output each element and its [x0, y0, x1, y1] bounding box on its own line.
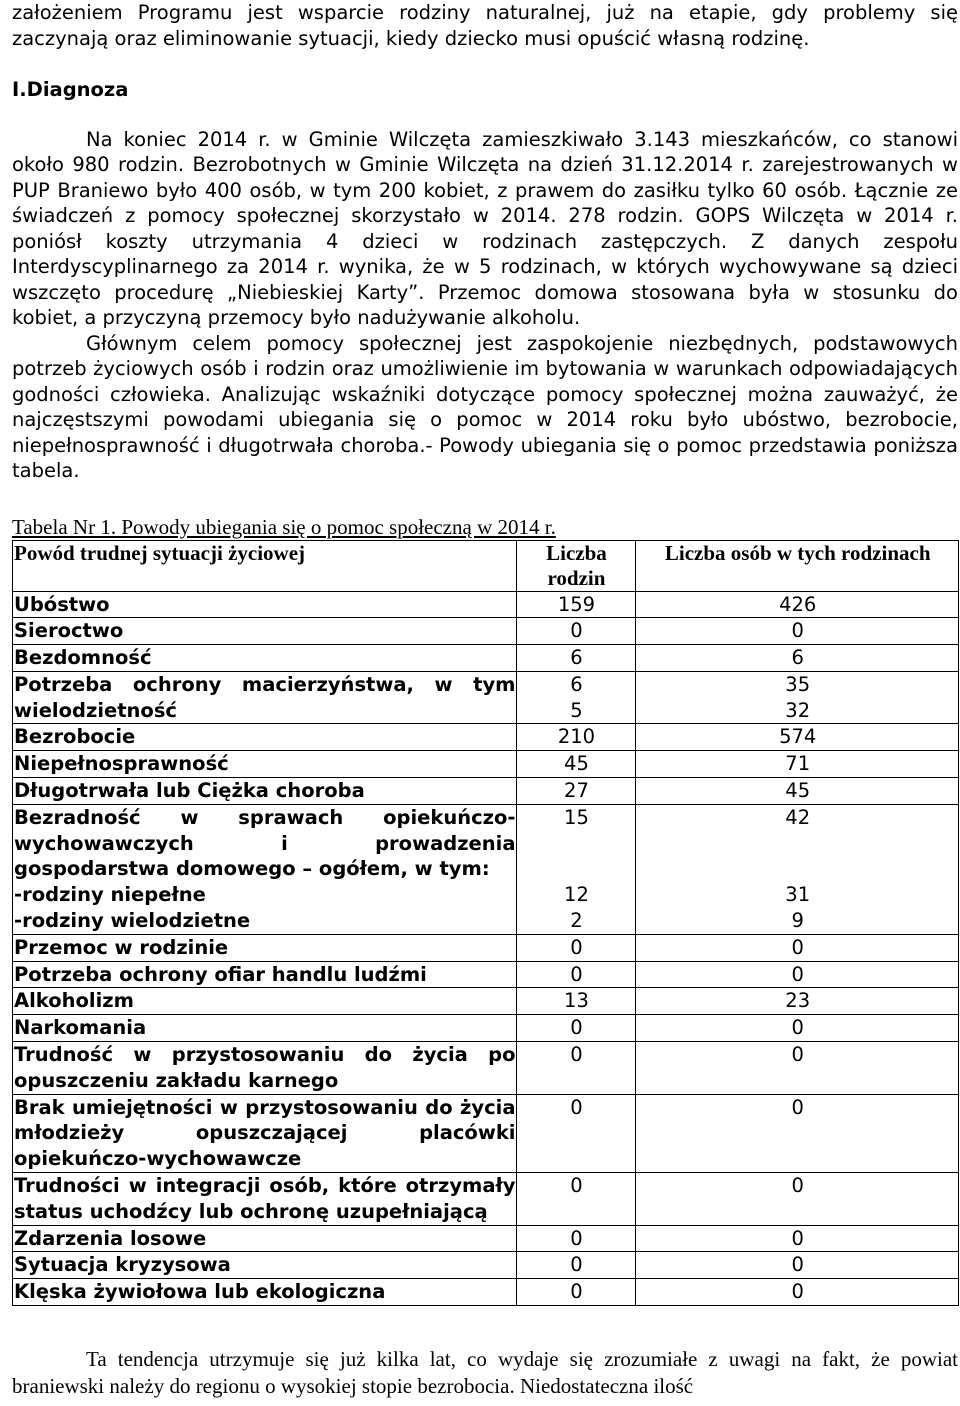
reason-cell: Alkoholizm [13, 988, 517, 1015]
table-row [13, 618, 959, 645]
families-cell: 0 [516, 618, 636, 645]
families-cell: 0 [516, 1279, 636, 1306]
families-cell: 0 [516, 1042, 636, 1095]
table-row [13, 1042, 959, 1095]
reason-cell: Klęska żywiołowa lub ekologiczna [13, 1279, 517, 1306]
table-row [13, 961, 959, 988]
families-cell: 0 [516, 1252, 636, 1279]
families-cell: 6 5 [516, 671, 636, 724]
document-page [12, 0, 958, 1400]
intro-paragraph: założeniem Programu jest wsparcie rodziny naturalnej, już na etapie, gdy problemy się zaczynają oraz eliminowanie sytuacji, kiedy dziecko musi opuścić własną rodzinę. [12, 1, 958, 50]
table-row [13, 751, 959, 778]
reason-cell: Trudność w przystosowaniu do życia po opuszczeniu zakładu karnego [13, 1042, 517, 1095]
table-row [13, 1252, 959, 1279]
persons-cell: 0 [636, 1252, 959, 1279]
families-cell: 15 12 2 [516, 804, 636, 934]
reason-cell: Brak umiejętności w przystosowaniu do życia młodzieży opuszczającej placówki opiekuńczo-wychowawcze [13, 1094, 517, 1172]
table-row [13, 1173, 959, 1226]
header-reason: Powód trudnej sytuacji życiowej [13, 540, 517, 591]
reason-cell: Niepełnosprawność [13, 751, 517, 778]
families-cell: 0 [516, 1094, 636, 1172]
persons-cell: 0 [636, 1225, 959, 1252]
reason-cell: Potrzeba ochrony ofiar handlu ludźmi [13, 961, 517, 988]
reason-cell: Narkomania [13, 1015, 517, 1042]
table-row [13, 778, 959, 805]
persons-cell: 426 [636, 591, 959, 618]
persons-cell: 0 [636, 1042, 959, 1095]
diagnosis-paragraph-1: Na koniec 2014 r. w Gminie Wilczęta zamieszkiwało 3.143 mieszkańców, co stanowi około 980 rodzin. Bezrobotnych w Gminie Wilczęta na dzień 31.12.2014 r. zarejestrowanych w PUP Braniewo było 400 osób, w tym 200 kobiet, z prawem do zasiłku tylko 60 osób. Łącznie ze świadczeń z pomocy społecznej skorzystało w 2014. 278 rodzin. GOPS Wilczęta w 2014 r. poniósł koszty utrzymania 4 dzieci w rodzinach zastępczych. Z danych zespołu Interdyscyplinarnego za 2014 r. wynika, że w 5 rodzinach, w których wychowywane są dzieci wszczęto procedurę „Niebieskiej Karty”. Przemoc domowa stosowana była w stosunku do kobiet, a przyczyną przemocy było nadużywanie alkoholu. [12, 127, 958, 329]
table-row [13, 591, 959, 618]
reason-cell: Przemoc w rodzinie [13, 934, 517, 961]
table-row [13, 1225, 959, 1252]
persons-cell: 0 [636, 618, 959, 645]
families-cell: 0 [516, 1173, 636, 1226]
families-cell: 45 [516, 751, 636, 778]
families-cell: 0 [516, 1225, 636, 1252]
diagnosis-paragraph-2: Głównym celem pomocy społecznej jest zaspokojenie niezbędnych, podstawowych potrzeb życiowych osób i rodzin oraz umożliwienie im bytowania w warunkach odpowiadających godności człowieka. Analizując wskaźniki dotyczące pomocy społecznej można zauważyć, że najczęstszymi powodami ubiegania się o pomoc w 2014 roku było ubóstwo, bezrobocie, niepełnosprawność i długotrwała choroba.- Powody ubiegania się o pomoc przedstawia poniższa tabela. [12, 331, 958, 482]
reason-cell: Bezradność w sprawach opiekuńczo-wychowawczych i prowadzenia gospodarstwa domowego – ogółem, w tym: -rodziny niepełne -rodziny wielodzietne [13, 804, 517, 934]
reason-cell: Trudności w integracji osób, które otrzymały status uchodźcy lub ochronę uzupełniającą [13, 1173, 517, 1226]
table-row [13, 645, 959, 672]
families-cell: 13 [516, 988, 636, 1015]
table-body [13, 591, 959, 1306]
reason-cell: Bezdomność [13, 645, 517, 672]
persons-cell: 42 31 9 [636, 804, 959, 934]
persons-cell: 35 32 [636, 671, 959, 724]
header-persons: Liczba osób w tych rodzinach [636, 540, 959, 591]
table-row [13, 804, 959, 934]
reason-cell: Sieroctwo [13, 618, 517, 645]
persons-cell: 0 [636, 934, 959, 961]
persons-cell: 574 [636, 724, 959, 751]
reason-cell: Ubóstwo [13, 591, 517, 618]
reason-cell: Potrzeba ochrony macierzyństwa, w tym wielodzietność [13, 671, 517, 724]
header-families: Liczba rodzin [516, 540, 636, 591]
table-row [13, 1094, 959, 1172]
families-cell: 0 [516, 934, 636, 961]
families-cell: 27 [516, 778, 636, 805]
persons-cell: 23 [636, 988, 959, 1015]
table-row [13, 934, 959, 961]
table-header-row [13, 540, 959, 591]
persons-cell: 0 [636, 1279, 959, 1306]
families-cell: 0 [516, 961, 636, 988]
reasons-table [12, 540, 959, 1307]
reason-cell: Długotrwała lub Ciężka choroba [13, 778, 517, 805]
persons-cell: 45 [636, 778, 959, 805]
persons-cell: 0 [636, 1015, 959, 1042]
table-row [13, 988, 959, 1015]
closing-paragraph: Ta tendencja utrzymuje się już kilka lat, co wydaje się zrozumiałe z uwagi na fakt, że powiat braniewski należy do regionu o wysokiej stopie bezrobocia. Niedostateczna ilość [12, 1347, 958, 1399]
table-row [13, 1279, 959, 1306]
table-row [13, 671, 959, 724]
families-cell: 159 [516, 591, 636, 618]
persons-cell: 0 [636, 1173, 959, 1226]
table-caption: Tabela Nr 1. Powody ubiegania się o pomoc społeczną w 2014 r. [12, 514, 556, 539]
reason-cell: Zdarzenia losowe [13, 1225, 517, 1252]
reason-cell: Bezrobocie [13, 724, 517, 751]
families-cell: 210 [516, 724, 636, 751]
persons-cell: 0 [636, 961, 959, 988]
table-row [13, 724, 959, 751]
section-heading: I.Diagnoza [12, 78, 129, 101]
reason-cell: Sytuacja kryzysowa [13, 1252, 517, 1279]
families-cell: 6 [516, 645, 636, 672]
persons-cell: 0 [636, 1094, 959, 1172]
persons-cell: 6 [636, 645, 959, 672]
table-row [13, 1015, 959, 1042]
persons-cell: 71 [636, 751, 959, 778]
families-cell: 0 [516, 1015, 636, 1042]
